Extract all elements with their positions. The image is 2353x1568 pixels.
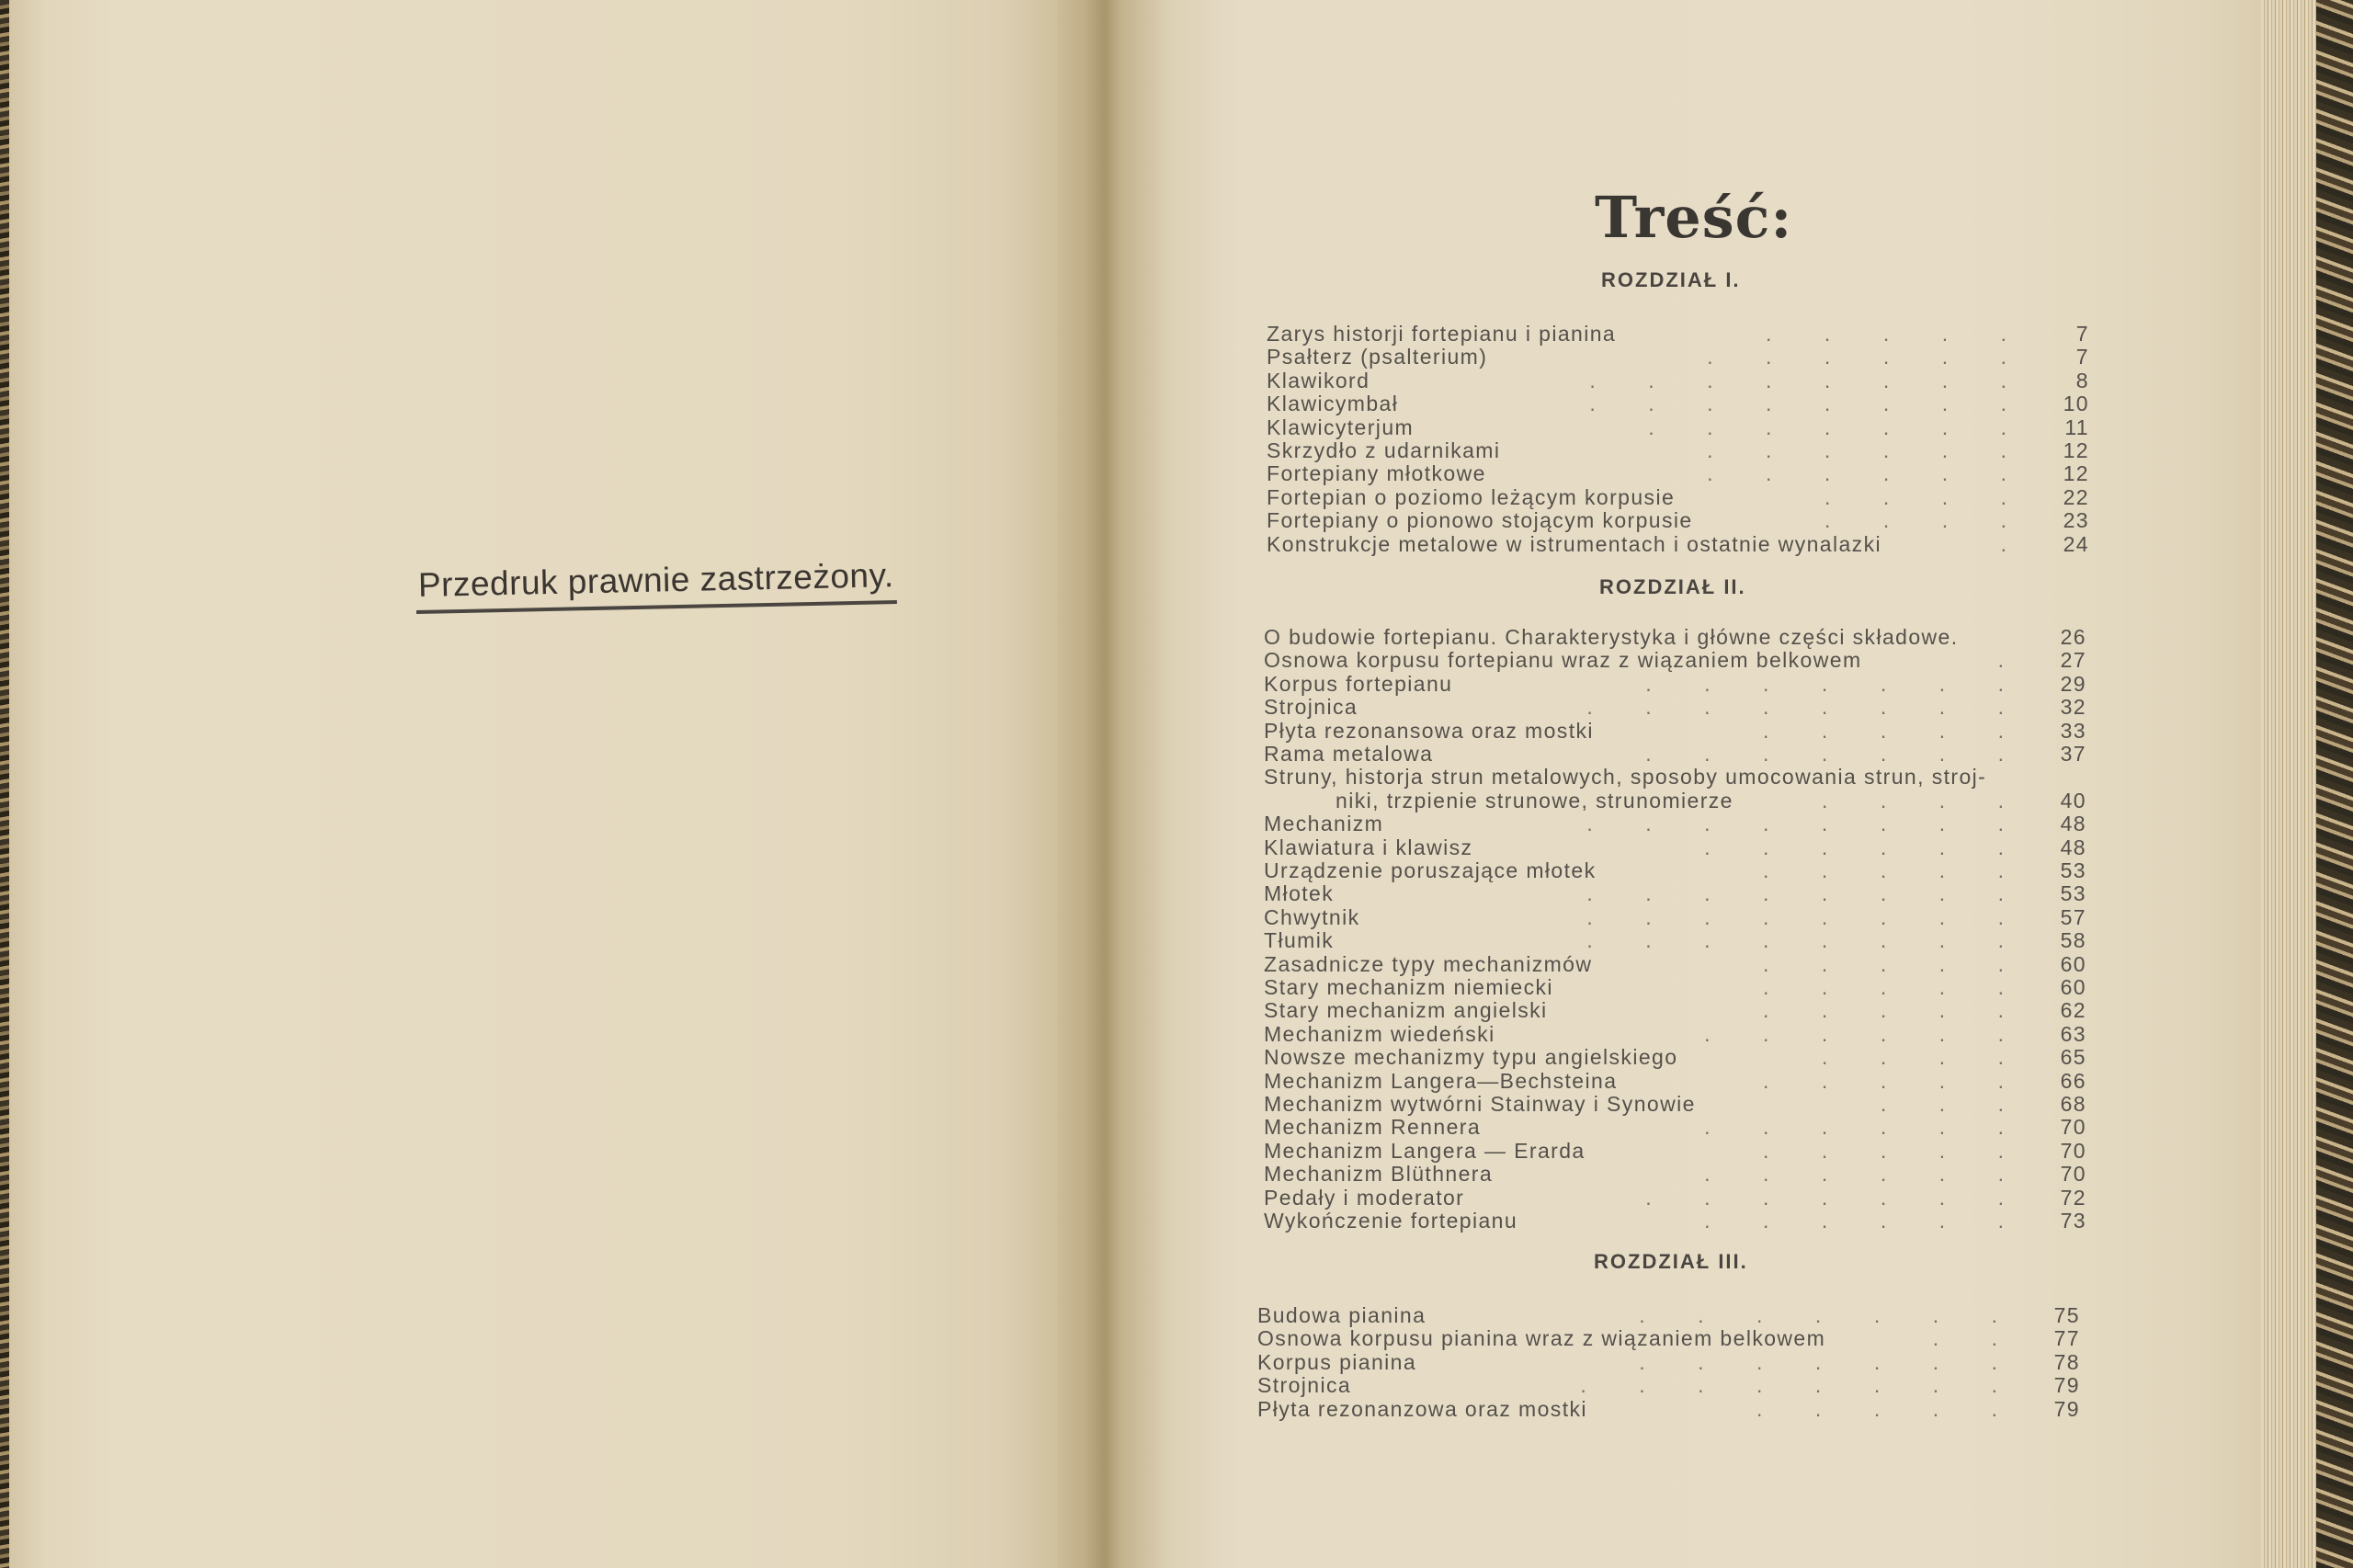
toc-entry-page: 12 xyxy=(2063,461,2089,486)
toc-entry-page: 48 xyxy=(2060,812,2086,836)
toc-entry-label: Mechanizm Blüthnera xyxy=(1264,1162,1494,1187)
toc-entry xyxy=(1264,765,2086,789)
toc-entry xyxy=(1264,812,2086,835)
toc-entry xyxy=(1264,1186,2086,1210)
toc-entry-label: Płyta rezonansowa oraz mostki xyxy=(1264,718,1594,743)
toc-entry xyxy=(1264,625,2086,649)
toc-entry-label: Chwytnik xyxy=(1264,904,1360,929)
toc-entry-page: 27 xyxy=(2060,648,2086,673)
toc-entry-label: Strojnica xyxy=(1264,695,1358,720)
left-page xyxy=(9,0,1131,1568)
toc-entry-page: 32 xyxy=(2060,695,2086,720)
toc-entry-page: 12 xyxy=(2063,438,2089,462)
toc-entry-page: 70 xyxy=(2060,1162,2086,1187)
chapter-heading: ROZDZIAŁ I. xyxy=(1601,268,1741,291)
book-gutter xyxy=(1057,0,1158,1568)
chapter-heading: ROZDZIAŁ II. xyxy=(1599,575,1746,598)
toc-entry-page: 7 xyxy=(2075,345,2089,369)
toc-entry xyxy=(1264,952,2086,976)
toc-entry-page: 66 xyxy=(2060,1068,2086,1093)
leader-dots: . . . . . . . . xyxy=(1580,1373,1997,1398)
leader-dots: . . . . . xyxy=(1763,975,2004,999)
toc-entry-label: Mechanizm wytwórni Stainway i Synowie xyxy=(1264,1092,1696,1116)
toc-entry-label: Korpus fortepianu xyxy=(1264,671,1453,696)
toc-title: Treść: xyxy=(1595,184,1793,251)
toc-entry-label: Urządzenie poruszające młotek xyxy=(1264,858,1597,882)
leader-dots: . . . . . xyxy=(1763,1068,2004,1093)
leader-dots: . . . . . . xyxy=(1704,1115,2004,1140)
toc-entry-label: Stary mechanizm angielski xyxy=(1264,998,1548,1023)
leader-dots: . . . . . . . xyxy=(1645,671,2004,696)
toc-entry xyxy=(1257,1326,2080,1350)
toc-entry-page: 73 xyxy=(2060,1209,2086,1233)
toc-entry-page: 24 xyxy=(2063,531,2089,556)
leader-dots: . . . . . . xyxy=(1707,438,2006,462)
toc-entry-page: 57 xyxy=(2060,904,2086,929)
toc-entry-page: 62 xyxy=(2060,998,2086,1023)
toc-entry xyxy=(1264,695,2086,719)
toc-entry xyxy=(1257,1350,2080,1374)
leader-dots: . . . . . . xyxy=(1704,835,2004,859)
leader-dots: . . . . . . . xyxy=(1639,1303,1997,1327)
leader-dots: . . . . . . xyxy=(1707,461,2006,486)
toc-entry-page: 72 xyxy=(2060,1185,2086,1210)
toc-entry xyxy=(1264,928,2086,952)
toc-entry-label: Budowa pianina xyxy=(1257,1303,1427,1327)
toc-entry-label: Młotek xyxy=(1264,881,1335,906)
toc-entry xyxy=(1264,1139,2086,1163)
toc-entry-label: Mechanizm xyxy=(1264,812,1384,836)
toc-entry-page: 78 xyxy=(2053,1349,2080,1374)
leader-dots: . . . . . . . . xyxy=(1589,368,2006,392)
toc-entry-label: Klawiatura i klawisz xyxy=(1264,835,1473,859)
toc-entry-page: 22 xyxy=(2063,484,2089,509)
leader-dots: . . . . . . . . xyxy=(1586,904,2004,929)
leader-dots: . . . . . xyxy=(1763,718,2004,743)
toc-entry-label: Klawikord xyxy=(1267,368,1370,392)
toc-entry xyxy=(1264,1092,2086,1116)
toc-entry-label: Skrzydło z udarnikami xyxy=(1267,438,1501,462)
toc-entry xyxy=(1264,742,2086,766)
toc-entry-page: 7 xyxy=(2075,322,2089,346)
toc-entry-label: Wykończenie fortepianu xyxy=(1264,1209,1518,1233)
toc-entry-label: Klawicyterjum xyxy=(1267,415,1415,439)
toc-entry-label: Osnowa korpusu pianina wraz z wiązaniem belkowem xyxy=(1257,1326,1826,1351)
toc-entry xyxy=(1267,508,2089,532)
toc-entry-label: Mechanizm Langera — Erarda xyxy=(1264,1138,1586,1163)
toc-entry-label: Klawicymbał xyxy=(1267,392,1399,416)
toc-entry-page: 8 xyxy=(2075,368,2089,392)
toc-entry-label: Konstrukcje metalowe w istrumentach i ostatnie wynalazki xyxy=(1267,531,1881,556)
toc-entry-page: 26 xyxy=(2060,625,2086,649)
toc-entry-label: Mechanizm Rennera xyxy=(1264,1115,1482,1140)
toc-entry-page: 53 xyxy=(2060,858,2086,882)
toc-entry xyxy=(1264,1115,2086,1139)
toc-entry xyxy=(1267,392,2089,415)
toc-entry xyxy=(1257,1373,2080,1397)
toc-entry-label: Psałterz (psalterium) xyxy=(1267,345,1488,369)
toc-entry xyxy=(1264,1045,2086,1069)
leader-dots: . . . . . . xyxy=(1707,345,2006,369)
leader-dots: . . . . . xyxy=(1756,1396,1997,1421)
toc-entry xyxy=(1264,881,2086,905)
leader-dots: . . . . . . . xyxy=(1645,742,2004,766)
toc-entry-label: Zarys historji fortepianu i pianina xyxy=(1267,322,1617,346)
leader-dots: . . . . . . . . xyxy=(1586,695,2004,720)
leader-dots: . . . . . . xyxy=(1704,1209,2004,1233)
leader-dots: . xyxy=(1997,648,2004,673)
toc-entry xyxy=(1264,905,2086,929)
toc-entry xyxy=(1267,322,2089,346)
toc-entry-page: 11 xyxy=(2064,415,2089,439)
toc-entry xyxy=(1267,345,2089,369)
toc-entry-page: 60 xyxy=(2060,951,2086,976)
leader-dots: . . . . . xyxy=(1763,858,2004,882)
toc-entry-label: Fortepiany o pionowo stojącym korpusie xyxy=(1267,508,1693,533)
toc-entry xyxy=(1267,461,2089,485)
toc-entry-label: O budowie fortepianu. Charakterystyka i główne części składowe. xyxy=(1264,625,1959,649)
leader-dots: . . . . xyxy=(1821,1045,2004,1070)
toc-entry-label: Strojnica xyxy=(1257,1373,1352,1398)
leader-dots: . xyxy=(2000,531,2006,556)
leader-dots: . . . . . . . . xyxy=(1586,881,2004,906)
toc-entry-label: niki, trzpienie strunowe, strunomierze xyxy=(1336,788,1733,812)
toc-entry xyxy=(1264,1162,2086,1186)
toc-entry xyxy=(1257,1397,2080,1421)
toc-entry xyxy=(1264,1022,2086,1046)
leader-dots: . . . . . . . . xyxy=(1586,812,2004,836)
leader-dots: . . . . . xyxy=(1763,1138,2004,1163)
toc-entry-label: Mechanizm Langera—Bechsteina xyxy=(1264,1068,1618,1093)
toc-entry-page: 68 xyxy=(2060,1092,2086,1116)
toc-entry-page: 70 xyxy=(2060,1115,2086,1140)
toc-entry-page: 77 xyxy=(2053,1326,2080,1351)
toc-entry-page: 48 xyxy=(2060,835,2086,859)
toc-entry-page: 75 xyxy=(2053,1303,2080,1327)
leader-dots: . . . . xyxy=(1824,508,2006,533)
toc-entry-page: 79 xyxy=(2053,1396,2080,1421)
toc-entry-page: 29 xyxy=(2060,671,2086,696)
toc-entry xyxy=(1267,415,2089,439)
toc-entry-label: Tłumik xyxy=(1264,928,1335,953)
leader-dots: . . . xyxy=(1880,1092,2004,1116)
toc-entry-label: Mechanizm wiedeński xyxy=(1264,1021,1495,1046)
toc-entry-page: 23 xyxy=(2063,508,2089,533)
toc-entry xyxy=(1264,975,2086,999)
toc-entry-page: 63 xyxy=(2060,1021,2086,1046)
leader-dots: . . . . . xyxy=(1763,998,2004,1023)
toc-entry-label: Fortepiany młotkowe xyxy=(1267,461,1486,486)
toc-entry-label: Rama metalowa xyxy=(1264,742,1434,766)
leader-dots: . . . . . . xyxy=(1704,1162,2004,1187)
reprint-notice: Przedruk prawnie zastrzeżony. xyxy=(417,556,894,604)
toc-entry-label: Osnowa korpusu fortepianu wraz z wiązaniem belkowem xyxy=(1264,648,1862,673)
toc-entry xyxy=(1264,998,2086,1022)
leader-dots: . . xyxy=(1932,1326,1997,1351)
toc-entry xyxy=(1267,369,2089,392)
toc-entry-label: Stary mechanizm niemiecki xyxy=(1264,975,1553,999)
toc-entry xyxy=(1264,858,2086,882)
page-edges xyxy=(2261,0,2320,1568)
toc-entry-page: 70 xyxy=(2060,1138,2086,1163)
toc-entry-label: Struny, historja strun metalowych, sposoby umocowania strun, stroj- xyxy=(1264,765,1987,790)
toc-entry-label: Pedały i moderator xyxy=(1264,1185,1465,1210)
leader-dots: . . . . xyxy=(1824,484,2006,509)
toc-entry xyxy=(1264,1069,2086,1093)
toc-entry-label: Płyta rezonanzowa oraz mostki xyxy=(1257,1396,1587,1421)
toc-entry xyxy=(1257,1303,2080,1327)
marbled-edge-right xyxy=(2316,0,2353,1568)
toc-entry-label: Zasadnicze typy mechanizmów xyxy=(1264,951,1593,976)
toc-entry-page: 60 xyxy=(2060,975,2086,999)
leader-dots: . . . . . xyxy=(1766,322,2006,346)
toc-entry-page: 37 xyxy=(2060,742,2086,766)
leader-dots: . . . . xyxy=(1821,788,2004,812)
toc-entry-page: 40 xyxy=(2060,788,2086,812)
leader-dots: . . . . . . xyxy=(1704,1021,2004,1046)
toc-entry xyxy=(1267,532,2089,556)
toc-entry-label: Fortepian o poziomo leżącym korpusie xyxy=(1267,484,1676,509)
toc-entry-page: 53 xyxy=(2060,881,2086,906)
toc-entry xyxy=(1264,672,2086,696)
leader-dots: . . . . . . . xyxy=(1648,415,2006,439)
toc-entry-page: 58 xyxy=(2060,928,2086,953)
toc-entry xyxy=(1264,1209,2086,1233)
leader-dots: . . . . . . . . xyxy=(1586,928,2004,953)
toc-entry xyxy=(1264,835,2086,859)
leader-dots: . . . . . . . xyxy=(1639,1349,1997,1374)
toc-entry xyxy=(1264,789,2086,812)
toc-entry-page: 10 xyxy=(2063,392,2089,416)
toc-entry-page: 33 xyxy=(2060,718,2086,743)
toc-entry-label: Nowsze mechanizmy typu angielskiego xyxy=(1264,1045,1678,1070)
leader-dots: . . . . . . . xyxy=(1645,1185,2004,1210)
toc-entry xyxy=(1267,485,2089,509)
toc-entry xyxy=(1264,719,2086,743)
toc-entry-page: 65 xyxy=(2060,1045,2086,1070)
toc-entry xyxy=(1264,648,2086,672)
toc-entry-page: 79 xyxy=(2053,1373,2080,1398)
toc-entry-label: Korpus pianina xyxy=(1257,1349,1417,1374)
leader-dots: . . . . . . . . xyxy=(1589,392,2006,416)
leader-dots: . . . . . xyxy=(1763,951,2004,976)
chapter-heading: ROZDZIAŁ III. xyxy=(1594,1250,1748,1273)
toc-entry xyxy=(1267,438,2089,462)
